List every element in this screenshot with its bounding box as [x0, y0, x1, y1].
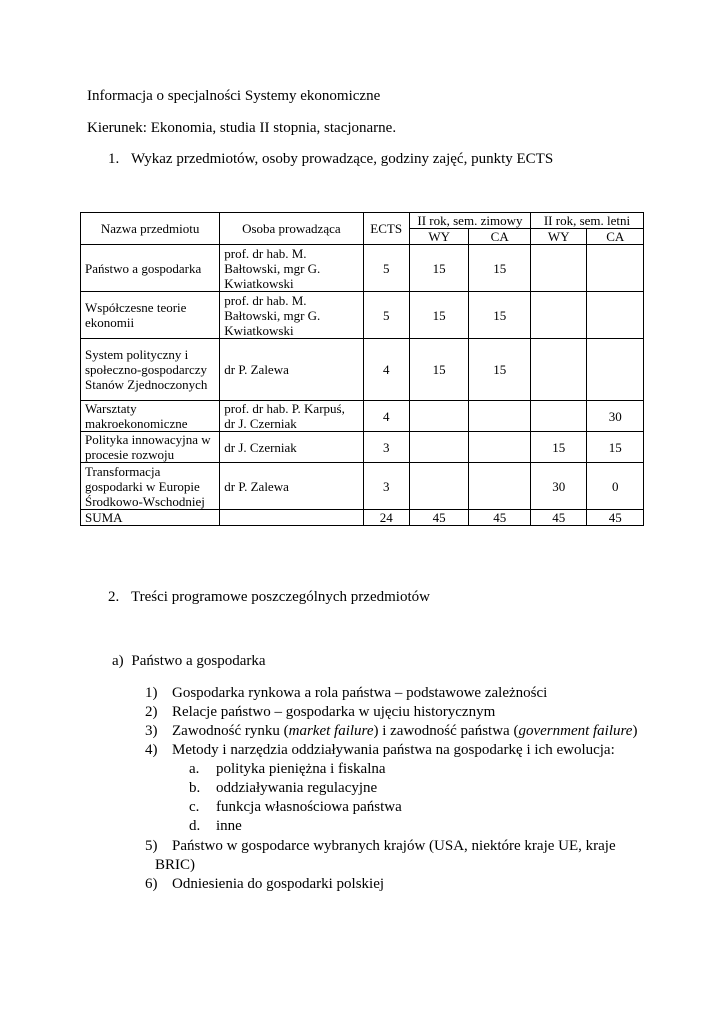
table-row [81, 339, 644, 401]
cell-sum-summer-ca: 45 [587, 510, 644, 526]
subsection-a-title: Państwo a gospodarka [131, 653, 266, 669]
topic-number: 5) [145, 838, 158, 854]
kierunek-line: Kierunek: Ekonomia, studia II stopnia, stacjonarne. [87, 120, 397, 136]
topic-number: 3) [145, 723, 158, 739]
header-ects: ECTS [363, 213, 409, 245]
subtopic-text: funkcja własnościowa państwa [216, 799, 402, 815]
cell-ects: 5 [363, 292, 409, 339]
topic-continuation: BRIC) [155, 857, 196, 873]
subtopic-text: inne [216, 818, 242, 834]
subtopic-label: d. [189, 818, 201, 834]
section-2-number: 2. [108, 589, 120, 605]
cell-winter-wy: 15 [409, 292, 469, 339]
cell-summer-ca: 30 [587, 401, 644, 432]
table-sum-row [81, 510, 644, 526]
topic-item [145, 722, 637, 740]
header-winter: II rok, sem. zimowy [409, 213, 530, 229]
topic-text: Relacje państwo – gospodarka w ujęciu historycznym [172, 704, 496, 720]
cell-summer-ca [587, 245, 644, 292]
cell-winter-wy [409, 463, 469, 510]
cell-winter-ca: 15 [469, 245, 531, 292]
table-row [81, 401, 644, 432]
cell-name: Współczesne teorie ekonomii [81, 292, 220, 339]
cell-winter-wy [409, 401, 469, 432]
table-row [81, 245, 644, 292]
subtopic-item [189, 817, 242, 835]
subtopic-label: b. [189, 780, 201, 796]
cell-person: prof. dr hab. M. Bałtowski, mgr G. Kwiatkowski [220, 245, 363, 292]
topic-number: 6) [145, 876, 158, 892]
topic-text: Państwo w gospodarce wybranych krajów (USA, niektóre kraje UE, kraje [172, 838, 616, 854]
cell-sum-winter-wy: 45 [409, 510, 469, 526]
topic-number: 1) [145, 685, 158, 701]
topic-item [145, 741, 615, 759]
cell-winter-wy: 15 [409, 245, 469, 292]
topic-text-italic-1: market failure [288, 723, 374, 739]
document-heading: Informacja o specjalności Systemy ekonomiczne [87, 88, 381, 104]
topic-item [145, 875, 384, 893]
cell-sum-winter-ca: 45 [469, 510, 531, 526]
section-1-title: Wykaz przedmiotów, osoby prowadzące, godziny zajęć, punkty ECTS [131, 151, 554, 167]
subtopic-item [189, 760, 386, 778]
cell-person: prof. dr hab. P. Karpuś, dr J. Czerniak [220, 401, 363, 432]
table-header-row [81, 213, 644, 229]
cell-ects: 4 [363, 339, 409, 401]
topic-text-post: ) [632, 723, 638, 739]
cell-name: System polityczny i społeczno-gospodarczy Stanów Zjednoczonych [81, 339, 220, 401]
section-1-number: 1. [108, 151, 120, 167]
table-row [81, 292, 644, 339]
cell-summer-ca: 0 [587, 463, 644, 510]
header-person: Osoba prowadząca [220, 213, 363, 245]
topic-item [145, 703, 495, 721]
cell-sum-ects: 24 [363, 510, 409, 526]
cell-summer-wy: 30 [530, 463, 587, 510]
cell-name: Warsztaty makroekonomiczne [81, 401, 220, 432]
cell-name: Polityka innowacyjna w procesie rozwoju [81, 432, 220, 463]
cell-summer-ca: 15 [587, 432, 644, 463]
topic-number: 4) [145, 742, 158, 758]
cell-winter-ca: 15 [469, 339, 531, 401]
ects-table [80, 212, 644, 526]
subtopic-item [189, 798, 402, 816]
header-summer-ca: CA [587, 229, 644, 245]
cell-ects: 4 [363, 401, 409, 432]
topic-text-mid: ) i zawodność państwa ( [373, 723, 519, 739]
cell-summer-wy [530, 245, 587, 292]
subtopic-text: polityka pieniężna i fiskalna [216, 761, 386, 777]
cell-summer-wy: 15 [530, 432, 587, 463]
cell-winter-wy [409, 432, 469, 463]
topic-text: Metody i narzędzia oddziaływania państwa na gospodarkę i ich ewolucja: [172, 742, 615, 758]
header-winter-ca: CA [469, 229, 531, 245]
topic-item [145, 684, 547, 702]
cell-ects: 3 [363, 463, 409, 510]
section-2-title: Treści programowe poszczególnych przedmiotów [131, 589, 430, 605]
table-row [81, 432, 644, 463]
topic-number: 2) [145, 704, 158, 720]
topic-text-pre: Zawodność rynku ( [172, 723, 289, 739]
cell-winter-ca [469, 401, 531, 432]
header-name: Nazwa przedmiotu [81, 213, 220, 245]
cell-ects: 3 [363, 432, 409, 463]
cell-summer-wy [530, 401, 587, 432]
cell-sum-person [220, 510, 363, 526]
subsection-a-label: a) [112, 653, 124, 669]
header-winter-wy: WY [409, 229, 469, 245]
cell-name: Transformacja gospodarki w Europie Środkowo-Wschodniej [81, 463, 220, 510]
header-summer: II rok, sem. letni [530, 213, 643, 229]
topic-text: Odniesienia do gospodarki polskiej [172, 876, 385, 892]
section-2-heading [108, 589, 430, 606]
cell-summer-wy [530, 292, 587, 339]
topic-text-italic-2: government failure [518, 723, 633, 739]
cell-summer-ca [587, 292, 644, 339]
topic-item [145, 837, 616, 855]
subtopic-text: oddziaływania regulacyjne [216, 780, 378, 796]
cell-ects: 5 [363, 245, 409, 292]
cell-winter-ca: 15 [469, 292, 531, 339]
section-1-heading [108, 151, 553, 168]
cell-person: dr J. Czerniak [220, 432, 363, 463]
cell-sum-summer-wy: 45 [530, 510, 587, 526]
cell-person: dr P. Zalewa [220, 463, 363, 510]
cell-person: prof. dr hab. M. Bałtowski, mgr G. Kwiatkowski [220, 292, 363, 339]
subtopic-item [189, 779, 377, 797]
cell-name: Państwo a gospodarka [81, 245, 220, 292]
subsection-a-heading [112, 653, 266, 670]
cell-winter-ca [469, 463, 531, 510]
cell-summer-ca [587, 339, 644, 401]
cell-summer-wy [530, 339, 587, 401]
cell-sum-label: SUMA [81, 510, 220, 526]
table-row [81, 463, 644, 510]
cell-person: dr P. Zalewa [220, 339, 363, 401]
subtopic-label: c. [189, 799, 200, 815]
subtopic-label: a. [189, 761, 200, 777]
cell-winter-ca [469, 432, 531, 463]
cell-winter-wy: 15 [409, 339, 469, 401]
topic-text: Gospodarka rynkowa a rola państwa – podstawowe zależności [172, 685, 548, 701]
header-summer-wy: WY [530, 229, 587, 245]
